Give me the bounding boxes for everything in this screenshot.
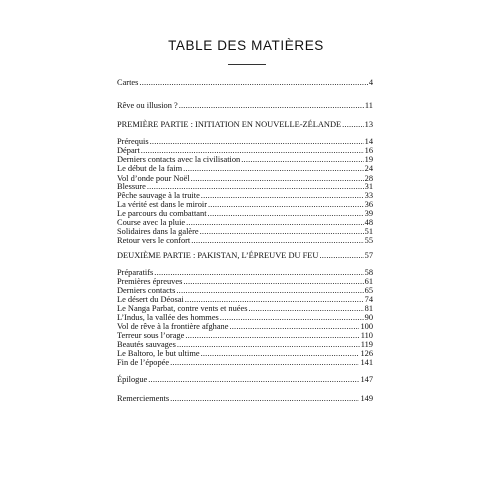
toc-entry-page: 110 — [360, 331, 373, 340]
toc-dot-leader — [170, 394, 359, 403]
toc-entry — [117, 236, 373, 246]
toc-entry — [117, 120, 373, 130]
toc-entry-page: 14 — [364, 137, 373, 146]
toc-entry — [117, 375, 373, 385]
toc-entry-label: Vol de rêve à la frontière afghane — [117, 322, 229, 331]
toc-entry-label: Course avec la pluie — [117, 218, 186, 227]
toc-entry-label: Épilogue — [117, 375, 148, 384]
toc-entry-page: 36 — [364, 200, 373, 209]
toc-entry-page: 100 — [360, 322, 373, 331]
toc-entry-page: 48 — [364, 218, 373, 227]
toc-dot-leader — [201, 349, 360, 358]
toc-dot-leader — [148, 375, 359, 384]
toc-dot-leader — [191, 236, 363, 245]
toc-entry-page: 28 — [364, 174, 373, 183]
toc-dot-leader — [201, 191, 364, 200]
toc-dot-leader — [220, 313, 364, 322]
toc-dot-leader — [229, 322, 359, 331]
toc-entry-label: Le Nanga Parbat, contre vents et nuées — [117, 304, 248, 313]
toc-dot-leader — [154, 268, 363, 277]
toc-entry-page: 149 — [360, 394, 373, 403]
toc-dot-leader — [248, 304, 363, 313]
toc-entry-label: Départ — [117, 146, 140, 155]
toc-entry-page: 24 — [364, 164, 373, 173]
toc-entry-label: Solidaires dans la galère — [117, 227, 199, 236]
toc-entry — [117, 358, 373, 368]
toc-entry-label: Le Baltoro, le but ultime — [117, 349, 200, 358]
toc-entry-page: 55 — [364, 236, 373, 245]
toc-dot-leader — [183, 164, 364, 173]
toc-entry-page: 119 — [360, 340, 373, 349]
toc-entry-page: 11 — [364, 101, 373, 110]
toc-entry-page: 51 — [364, 227, 373, 236]
toc-dot-leader — [183, 277, 363, 286]
toc-entry-label: Cartes — [117, 78, 139, 87]
toc-dot-leader — [177, 340, 360, 349]
toc-entry-page: 141 — [360, 358, 373, 367]
toc-dot-leader — [185, 331, 359, 340]
toc-dot-leader — [141, 146, 364, 155]
toc-entry-label: Derniers contacts avec la civilisation — [117, 155, 241, 164]
toc-entry — [117, 394, 373, 404]
toc-dot-leader — [186, 218, 363, 227]
toc-entry-page: 65 — [364, 286, 373, 295]
toc-entry-label: DEUXIÈME PARTIE : PAKISTAN, L’ÉPREUVE DU FEU — [117, 251, 319, 260]
toc-entry-page: 13 — [364, 120, 373, 129]
toc-entry-label: Le début de la faim — [117, 164, 183, 173]
toc-dot-leader — [241, 155, 363, 164]
toc-entry-label: Remerciements — [117, 394, 170, 403]
toc-dot-leader — [208, 209, 364, 218]
toc-entry-page: 81 — [364, 304, 373, 313]
toc-entry-label: Vol d’onde pour Noël — [117, 174, 190, 183]
toc-entry-label: Fin de l’épopée — [117, 358, 170, 367]
toc-entry-page: 57 — [364, 251, 373, 260]
toc-entry-label: L’Indus, la vallée des hommes — [117, 313, 219, 322]
toc-entry-page: 126 — [360, 349, 373, 358]
toc-entry-page: 19 — [364, 155, 373, 164]
toc-dot-leader — [147, 182, 364, 191]
toc-entry — [117, 101, 373, 111]
toc-dot-leader — [208, 200, 364, 209]
toc-entry — [117, 164, 373, 174]
toc-entry-label: PREMIÈRE PARTIE : INITIATION EN NOUVELLE-ZÉLANDE — [117, 120, 342, 129]
toc-dot-leader — [342, 120, 364, 129]
toc-entry-label: Prérequis — [117, 137, 149, 146]
toc-entry-label: Préparatifs — [117, 268, 154, 277]
toc-entry-page: 33 — [364, 191, 373, 200]
toc-dot-leader — [150, 137, 364, 146]
table-of-contents — [117, 0, 373, 492]
toc-entry-label: Terreur sous l’orage — [117, 331, 185, 340]
toc-entry-label: Le parcours du combattant — [117, 209, 207, 218]
toc-entry-page: 147 — [360, 375, 373, 384]
toc-entry-label: Beautés sauvages — [117, 340, 176, 349]
toc-entry-label: Retour vers le confort — [117, 236, 191, 245]
toc-dot-leader — [185, 295, 364, 304]
toc-entry-label: La vérité est dans le miroir — [117, 200, 207, 209]
toc-dot-leader — [176, 286, 363, 295]
toc-entry-page: 31 — [364, 182, 373, 191]
toc-entry-label: Blessure — [117, 182, 146, 191]
toc-entry-label: Premières épreuves — [117, 277, 183, 286]
toc-entry-label: Pêche sauvage à la truite — [117, 191, 200, 200]
toc-entry-page: 4 — [368, 78, 373, 87]
toc-entry — [117, 78, 373, 88]
toc-entry-label: Le désert du Déosai — [117, 295, 184, 304]
toc-entry-page: 58 — [364, 268, 373, 277]
toc-dot-leader — [139, 78, 367, 87]
toc-entry — [117, 251, 373, 261]
toc-dot-leader — [179, 101, 364, 110]
toc-entry-label: Rêve ou illusion ? — [117, 101, 178, 110]
toc-entry-label: Derniers contacts — [117, 286, 176, 295]
toc-entry-page: 39 — [364, 209, 373, 218]
toc-dot-leader — [170, 358, 359, 367]
toc-entry-page: 61 — [364, 277, 373, 286]
toc-entry-page: 74 — [364, 295, 373, 304]
toc-dot-leader — [200, 227, 364, 236]
toc-entry-page: 16 — [364, 146, 373, 155]
toc-dot-leader — [319, 251, 363, 260]
page-title: TABLE DES MATIÈRES — [168, 38, 324, 53]
toc-entry-page: 90 — [364, 313, 373, 322]
